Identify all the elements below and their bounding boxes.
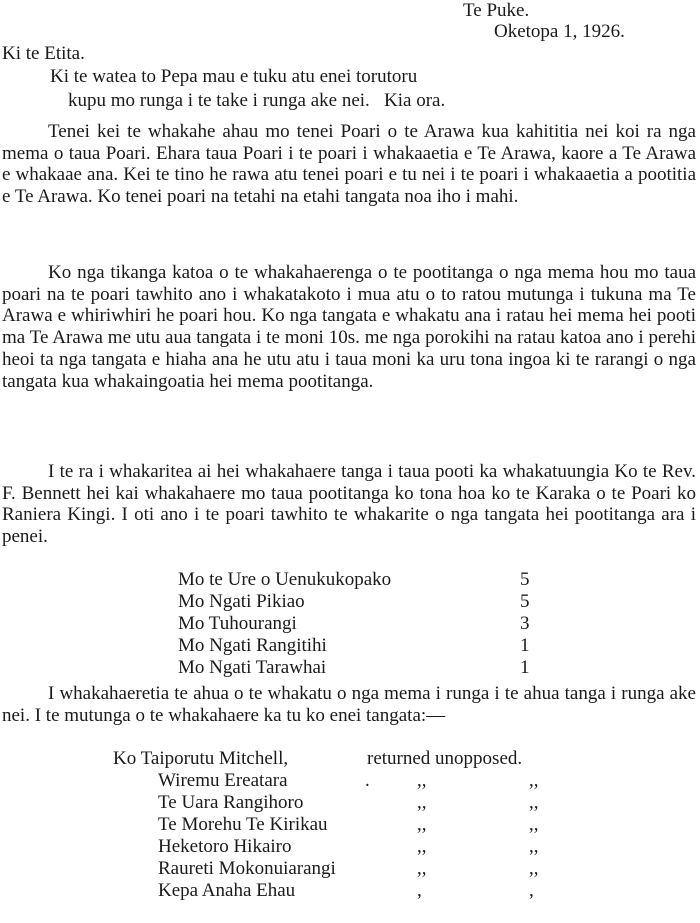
letter-place: Te Puke.	[463, 0, 530, 21]
ditto-mark: ,,	[529, 792, 539, 813]
elected-row	[113, 748, 583, 770]
elected-row	[113, 836, 583, 858]
elected-name: Ko Taiporutu Mitchell,	[113, 748, 289, 769]
ditto-mark: ,,	[417, 770, 427, 791]
paragraph-2: Ko nga tikanga katoa o te whakahaerenga o te pootitanga o nga mema hou mo taua poari na te poari tawhito ano i whakatakoto i mua atu o to ratou mutunga i tukuna ma Te Arawa e whiriwhiri he poari hou. Ko nga tangata e whakatu ana i ratau hei mema hei pooti ma Te Arawa me utu aua tangata i te moni 10s. me nga porokihi na ratau katoa ano i perehi heoi ta nga tangata e hiaha ana he utu atu i taua moni ka uru tona ingoa ki te rarangi o nga tangata kua whakaingoatia hei mema pootitanga.	[2, 262, 696, 392]
elected-name: Wiremu Ereatara	[158, 770, 288, 791]
allocation-count: 1	[520, 635, 530, 656]
ditto-mark: ,,	[529, 858, 539, 879]
allocation-row	[178, 569, 538, 591]
ditto-mark: ,,	[529, 814, 539, 835]
allocation-name: Mo te Ure o Uenukukopako	[178, 569, 392, 590]
ditto-mark: ,,	[417, 792, 427, 813]
allocation-count: 3	[520, 613, 530, 634]
ditto-mark: ,,	[417, 836, 427, 857]
elected-name: Heketoro Hikairo	[158, 836, 292, 857]
ditto-mark: ,	[529, 880, 534, 901]
paragraph-4: I whakahaeretia te ahua o te whakatu o nga mema i runga i te ahua tanga i runga ake nei. I te mutunga o te whakahaere ka tu ko enei tangata:—	[2, 683, 696, 726]
allocation-list	[178, 569, 538, 679]
elected-row	[113, 858, 583, 880]
elected-note: returned unopposed.	[367, 748, 523, 769]
ditto-mark: ,	[417, 880, 422, 901]
allocation-name: Mo Tuhourangi	[178, 613, 297, 634]
elected-list	[113, 748, 583, 902]
intro-line-1: Ki te watea to Pepa mau e tuku atu enei torutoru	[50, 66, 418, 87]
elected-row	[113, 770, 583, 792]
allocation-row	[178, 613, 538, 635]
allocation-row	[178, 657, 538, 679]
elected-row	[113, 880, 583, 902]
elected-name: Kepa Anaha Ehau	[158, 880, 296, 901]
paragraph-3: I te ra i whakaritea ai hei whakahaere tanga i taua pooti ka whakatuungia Ko te Rev. F. Bennett hei kai whakahaere mo taua pootitanga ko tona hoa ko te Karaka o te Poari ko Raniera Kingi. I oti ano i te poari tawhito te whakarite o nga tangata hei pootitanga ara i penei.	[2, 461, 696, 548]
elected-name: Te Uara Rangihoro	[158, 792, 304, 813]
elected-row	[113, 792, 583, 814]
paragraph-1: Tenei kei te whakahe ahau mo tenei Poari o te Arawa kua kahititia nei koi ra nga mema o taua Poari. Ehara taua Poari i te poari i whakaaetia e Te Arawa, kaore a Te Arawa e whakaae ana. Kei te tino he rawa atu tenei poari e tu nei i te poari i whakaaetia a pootitia e Te Arawa. Ko tenei poari na tetahi na etahi tangata noa iho i mahi.	[2, 121, 696, 208]
allocation-name: Mo Ngati Rangitihi	[178, 635, 327, 656]
elected-name: Te Morehu Te Kirikau	[158, 814, 328, 835]
allocation-count: 1	[520, 657, 530, 678]
allocation-row	[178, 591, 538, 613]
elected-row	[113, 814, 583, 836]
elected-dot: .	[365, 770, 370, 791]
ditto-mark: ,,	[529, 836, 539, 857]
allocation-name: Mo Ngati Tarawhai	[178, 657, 327, 678]
salutation: Ki te Etita.	[2, 43, 85, 64]
allocation-count: 5	[520, 569, 530, 590]
intro-line-2: kupu mo runga i te take i runga ake nei. Kia ora.	[68, 90, 446, 111]
allocation-name: Mo Ngati Pikiao	[178, 591, 305, 612]
allocation-row	[178, 635, 538, 657]
letter-date: Oketopa 1, 1926.	[494, 21, 625, 42]
ditto-mark: ,,	[417, 814, 427, 835]
ditto-mark: ,,	[417, 858, 427, 879]
allocation-count: 5	[520, 591, 530, 612]
ditto-mark: ,,	[529, 770, 539, 791]
elected-name: Raureti Mokonuiarangi	[158, 858, 336, 879]
